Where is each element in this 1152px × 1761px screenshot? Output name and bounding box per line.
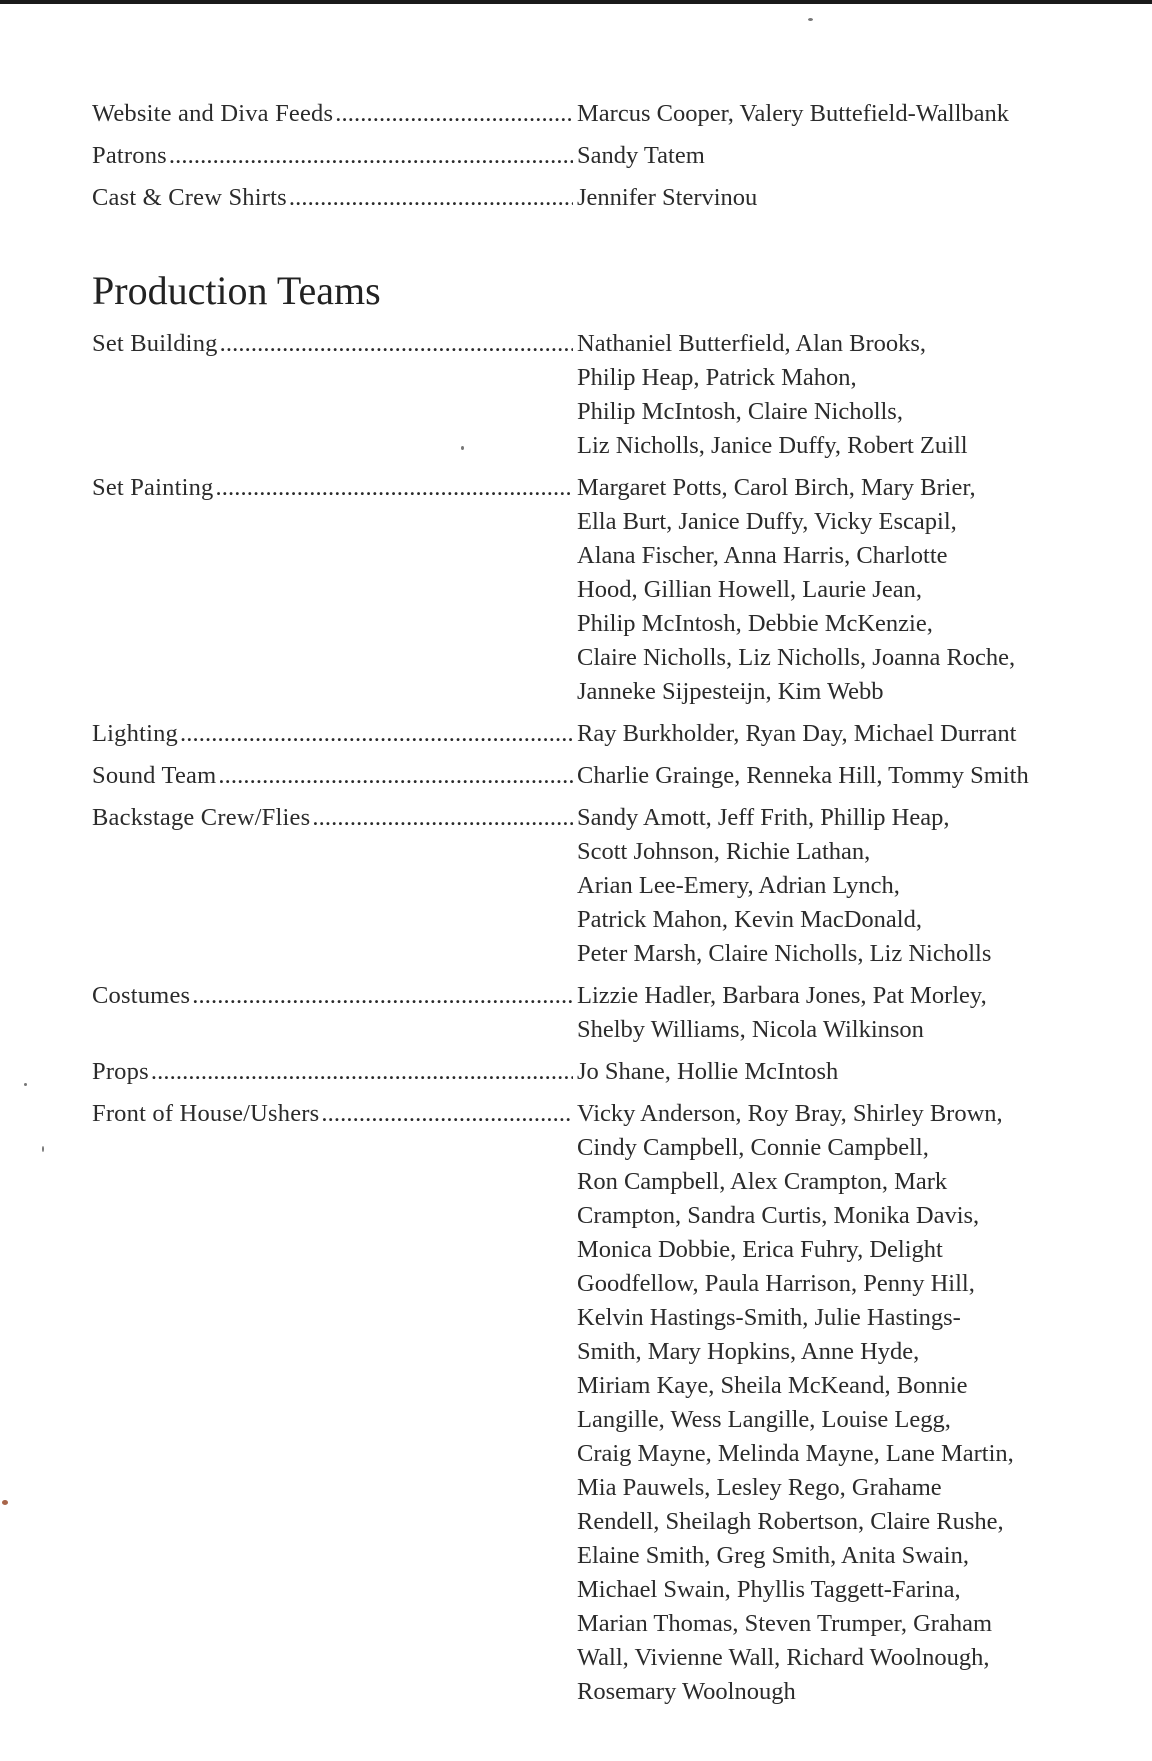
- credit-names: Jennifer Stervinou: [577, 184, 758, 211]
- credit-row: [92, 471, 1072, 709]
- credit-role: Patrons: [92, 142, 167, 169]
- credit-names: Vicky Anderson, Roy Bray, Shirley Brown, Cindy Campbell, Connie Campbell, Ron Campbell, Alex Crampton, Mark Crampton, Sandra Curtis, Monika Davis, Monica Dobbie, Erica Fuhry, Delight Goodfellow, Paula Harrison, Penny Hill, Kelvin Hastings-Smith, Julie Hastings- Smith, Mary Hopkins, Anne Hyde, Miriam Kaye, Sheila McKeand, Bonnie Langille, Wess Langille, Louise Legg, Craig Mayne, Melinda Mayne, Lane Martin, Mia Pauwels, Lesley Rego, Grahame Rendell, Sheilagh Robertson, Claire Rushe, Elaine Smith, Greg Smith, Anita Swain, Michael Swain, Phyllis Taggett-Farina, Marian Thomas, Steven Trumper, Graham Wall, Vivienne Wall, Richard Woolnough, Rosemary Woolnough: [577, 1100, 1014, 1705]
- intro-credits: [92, 97, 1072, 215]
- dot-leader: [335, 97, 573, 131]
- credit-role: Costumes: [92, 982, 191, 1009]
- credit-row: [92, 979, 1072, 1047]
- section-heading: Production Teams: [92, 268, 381, 313]
- credit-role: Props: [92, 1058, 149, 1085]
- dot-leader: [220, 327, 573, 361]
- credit-role: Backstage Crew/Flies: [92, 804, 311, 831]
- credit-role: Set Building: [92, 330, 218, 357]
- credit-names: Sandy Amott, Jeff Frith, Phillip Heap, Scott Johnson, Richie Lathan, Arian Lee-Emery, Adrian Lynch, Patrick Mahon, Kevin MacDonald, Peter Marsh, Claire Nicholls, Liz Nicholls: [577, 804, 992, 967]
- credit-row: [92, 97, 1072, 131]
- credit-names: Ray Burkholder, Ryan Day, Michael Durrant: [577, 720, 1017, 747]
- credit-names: Nathaniel Butterfield, Alan Brooks, Philip Heap, Patrick Mahon, Philip McIntosh, Claire Nicholls, Liz Nicholls, Janice Duffy, Robert Zuill: [577, 330, 968, 459]
- credits-page: [92, 97, 1072, 1717]
- scan-speck: [2, 1500, 8, 1505]
- dot-leader: [289, 181, 573, 215]
- production-teams-list: [92, 327, 1072, 1709]
- credit-row: [92, 181, 1072, 215]
- dot-leader: [312, 801, 573, 835]
- dot-leader: [169, 139, 573, 173]
- credit-role: Lighting: [92, 720, 178, 747]
- dot-leader: [216, 471, 573, 505]
- credit-names: Jo Shane, Hollie McIntosh: [577, 1058, 839, 1085]
- dot-leader: [218, 759, 573, 793]
- scan-speck: [24, 1083, 27, 1086]
- credit-role: Set Painting: [92, 474, 214, 501]
- credit-names: Marcus Cooper, Valery Buttefield-Wallbank: [577, 100, 1010, 127]
- credit-row: [92, 759, 1072, 793]
- credit-row: [92, 327, 1072, 463]
- page-top-edge: [0, 0, 1152, 4]
- dot-leader: [192, 979, 573, 1013]
- credit-row: [92, 1097, 1072, 1709]
- credit-role: Website and Diva Feeds: [92, 100, 334, 127]
- credit-row: [92, 1055, 1072, 1089]
- credit-names: Charlie Grainge, Renneka Hill, Tommy Smith: [577, 762, 1029, 789]
- dot-leader: [180, 717, 573, 751]
- credit-role: Cast & Crew Shirts: [92, 184, 287, 211]
- credit-row: [92, 139, 1072, 173]
- credit-row: [92, 717, 1072, 751]
- credit-row: [92, 801, 1072, 971]
- credit-role: Front of House/Ushers: [92, 1100, 320, 1127]
- dot-leader: [151, 1055, 573, 1089]
- scan-speck: [461, 446, 464, 450]
- credit-role: Sound Team: [92, 762, 217, 789]
- scan-speck: [42, 1146, 44, 1152]
- credit-names: Lizzie Hadler, Barbara Jones, Pat Morley, Shelby Williams, Nicola Wilkinson: [577, 982, 987, 1043]
- credit-names: Sandy Tatem: [577, 142, 705, 169]
- scan-speck: [808, 18, 813, 21]
- credit-names: Margaret Potts, Carol Birch, Mary Brier, Ella Burt, Janice Duffy, Vicky Escapil, Alana Fischer, Anna Harris, Charlotte Hood, Gillian Howell, Laurie Jean, Philip McIntosh, Debbie McKenzie, Claire Nicholls, Liz Nicholls, Joanna Roche, Janneke Sijpesteijn, Kim Webb: [577, 474, 1016, 705]
- dot-leader: [321, 1097, 573, 1131]
